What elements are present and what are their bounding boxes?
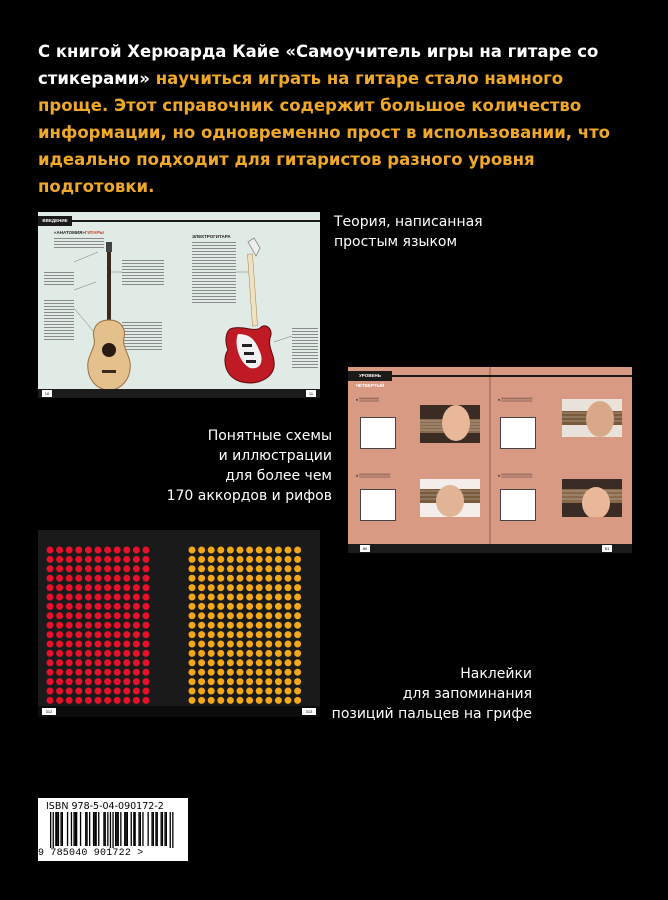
spread-footer bbox=[38, 389, 320, 398]
intro-text bbox=[38, 38, 638, 200]
caption-stickers: Наклейки для запоминания позиций пальцев на грифе bbox=[331, 666, 532, 722]
chord-diagram bbox=[360, 489, 396, 521]
section-tab: ВВЕДЕНИЕ bbox=[38, 216, 72, 226]
hand-photo bbox=[420, 479, 480, 517]
page-number-right: 11 bbox=[306, 390, 316, 397]
barcode-digits: 9 785040 901722 > bbox=[38, 848, 144, 859]
barcode-icon bbox=[38, 812, 188, 848]
page-number-left: 10 bbox=[42, 390, 52, 397]
page-number-right: 81 bbox=[602, 545, 612, 552]
electric-guitar-heading: ЭЛЕКТРОГИТАРА bbox=[192, 234, 231, 239]
isbn-text: ISBN 978-5-04-090172-2 bbox=[46, 801, 164, 812]
spine-shadow bbox=[489, 367, 491, 553]
caption-theory: Теория, написанная простым языком bbox=[334, 214, 483, 250]
hand-photo bbox=[420, 405, 480, 443]
intro-book-title: «Самоучитель игры на гитаре со стикерами» bbox=[38, 42, 599, 88]
stickers-spread-image bbox=[38, 530, 320, 717]
spread-footer bbox=[38, 706, 320, 717]
page-number-left: 80 bbox=[360, 545, 370, 552]
caption-charts: Понятные схемы и иллюстрации для более чем 170 аккордов и рифов bbox=[166, 428, 332, 504]
theory-spread-image bbox=[38, 212, 320, 398]
hand-photo bbox=[562, 399, 622, 437]
sticker-dots bbox=[38, 530, 320, 706]
intro-lead: С книгой Херюарда Кайе bbox=[38, 42, 286, 61]
barcode-label bbox=[38, 798, 188, 861]
chord-diagram bbox=[500, 489, 536, 521]
page-number-right: 313 bbox=[302, 708, 316, 715]
anatomy-heading: «АНАТОМИЯ»ГИТАРЫ bbox=[54, 230, 104, 235]
page-number-left: 312 bbox=[42, 708, 56, 715]
guitars-illustration bbox=[38, 212, 320, 398]
spread-footer bbox=[348, 544, 632, 553]
chord-label: ♦ ▒▒▒▒▒▒▒▒▒▒▒ bbox=[356, 473, 391, 478]
hand-photo bbox=[562, 479, 622, 517]
intro-body: научиться играть на гитаре стало намного проще. Этот справочник содержит большое количество информации, но одновременно прост в использовании, что идеально подходит для гитаристов разного уровня подготовки. bbox=[38, 69, 611, 196]
chord-label: ♦ ▒▒▒▒▒▒▒ bbox=[356, 397, 379, 402]
chord-label: ♦ ▒▒▒▒▒▒▒▒▒▒▒ bbox=[498, 397, 533, 402]
chord-diagram bbox=[500, 417, 536, 449]
chord-label: ♦ ▒▒▒▒▒▒▒▒▒▒▒ bbox=[498, 473, 533, 478]
section-tab: УРОВЕНЬ ЧЕТВЕРТЫЙ bbox=[348, 371, 392, 381]
chords-spread-image bbox=[348, 367, 632, 553]
chord-diagram bbox=[360, 417, 396, 449]
header-rule bbox=[392, 375, 632, 377]
